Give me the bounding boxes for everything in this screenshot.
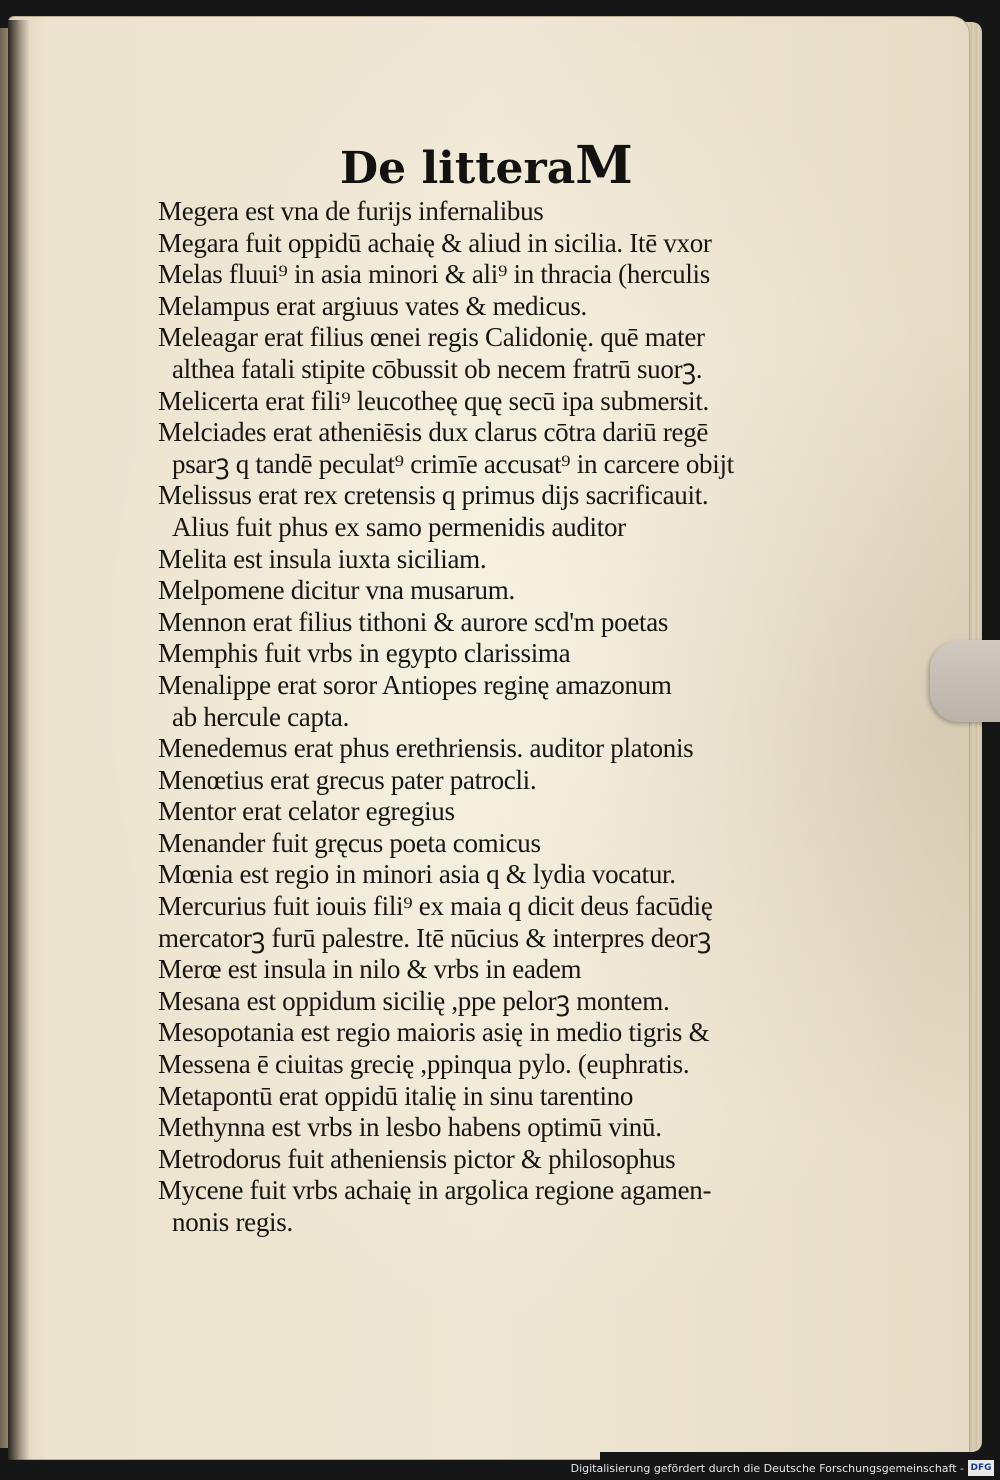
entry-line: Mercurius fuit iouis fili⁹ ex maia q dicit deus facūdię bbox=[158, 891, 713, 922]
entry-line: Melita est insula iuxta siciliam. bbox=[158, 543, 487, 574]
heading-prefix: De littera bbox=[340, 143, 576, 194]
entry-line: Alius fuit phus ex samo permenidis auditor bbox=[172, 511, 626, 542]
entry-line: psarꝫ q tandē peculat⁹ crimīe accusat⁹ in carcere obijt bbox=[172, 448, 734, 479]
bookmark-tab bbox=[930, 640, 1000, 722]
entry-line: Messena ē ciuitas grecię ,ppinqua pylo. (euphratis. bbox=[158, 1049, 690, 1080]
entry-line: Menander fuit gręcus poeta comicus bbox=[158, 827, 541, 858]
entry-line: Megara fuit oppidū achaię & aliud in sicilia. Itē vxor bbox=[158, 227, 712, 258]
entry-list bbox=[158, 196, 798, 1239]
entry-line: Megera est vna de furijs infernalibus bbox=[158, 196, 544, 226]
entry-line: Methynna est vrbs in lesbo habens optimū vinū. bbox=[158, 1112, 662, 1143]
entry-line: Menœtius erat grecus pater patrocli. bbox=[158, 764, 537, 795]
entry-line: Melpomene dicitur vna musarum. bbox=[158, 575, 515, 606]
entry-line: ab hercule capta. bbox=[172, 701, 350, 732]
gutter-shadow bbox=[8, 20, 30, 1460]
entry-line: Memphis fuit vrbs in egypto clarissima bbox=[158, 638, 571, 669]
entry-line: Meleagar erat filius œnei regis Calidonię. quē mater bbox=[158, 322, 705, 353]
entry-line: Merœ est insula in nilo & vrbs in eadem bbox=[158, 954, 582, 985]
entry-line: Mesana est oppidum sicilię ,ppe pelorꝫ montem. bbox=[158, 985, 670, 1016]
entry-line: Mentor erat celator egregius bbox=[158, 796, 455, 827]
entry-line: Menalippe erat soror Antiopes reginę amazonum bbox=[158, 669, 672, 700]
entry-line: Metapontū erat oppidū italię in sinu tarentino bbox=[158, 1080, 634, 1111]
entry-line: Melas fluui⁹ in asia minori & ali⁹ in thracia (herculis bbox=[158, 259, 710, 290]
entry-line: Menedemus erat phus erethriensis. auditor platonis bbox=[158, 733, 694, 764]
entry-line: Metrodorus fuit atheniensis pictor & philosophus bbox=[158, 1143, 676, 1174]
entry-line: Mœnia est regio in minori asia q & lydia vocatur. bbox=[158, 859, 676, 890]
entry-line: mercatorꝫ furū palestre. Itē nūcius & interpres deorꝫ bbox=[158, 922, 711, 953]
entry-line: Melampus erat argiuus vates & medicus. bbox=[158, 290, 587, 321]
page-heading bbox=[340, 135, 631, 196]
entry-line: nonis regis. bbox=[172, 1207, 293, 1237]
entry-line: Mennon erat filius tithoni & aurore scd'm poetas bbox=[158, 606, 669, 637]
entry-line: Mycene fuit vrbs achaię in argolica regione agamen- bbox=[158, 1175, 712, 1206]
entry-line: Melissus erat rex cretensis q primus dijs sacrificauit. bbox=[158, 480, 709, 511]
dfg-logo: DFG bbox=[968, 1460, 994, 1476]
entry-line: Melicerta erat fili⁹ leucotheę quę secū ipa submersit. bbox=[158, 385, 709, 416]
entry-line: althea fatali stipite cōbussit ob necem fratrū suorꝫ. bbox=[172, 353, 703, 384]
entry-line: Melciades erat atheniēsis dux clarus cōtra dariū regē bbox=[158, 417, 709, 448]
digitization-credit: Digitalisierung gefördert durch die Deutsche Forschungsgemeinschaft - bbox=[570, 1462, 964, 1475]
entry-line: Mesopotania est regio maioris asię in medio tigris & bbox=[158, 1017, 710, 1048]
heading-letter: M bbox=[575, 135, 631, 196]
